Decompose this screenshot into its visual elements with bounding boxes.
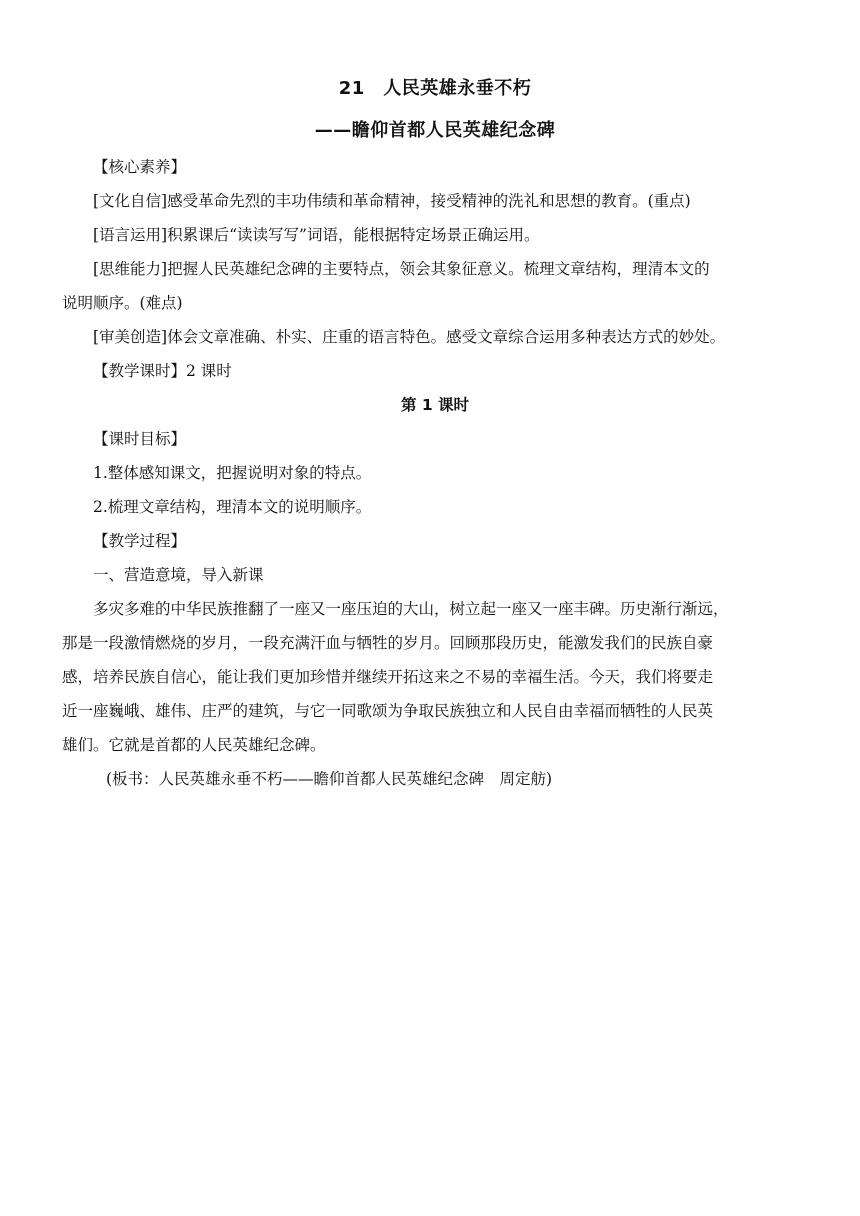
- step-1-heading: 一、营造意境，导入新课: [93, 566, 264, 584]
- language-use-item: [语言运用]积累课后“读读写写”词语，能根据特定场景正确运用。: [93, 226, 540, 244]
- core-literacy-heading: 【核心素养】: [93, 158, 187, 176]
- thinking-ability-item: [62, 252, 808, 320]
- intro-line: 感，培养民族自信心，能让我们更加珍惜并继续开拓这来之不易的幸福生活。今天，我们将要走: [62, 668, 714, 686]
- intro-line: 多灾多难的中华民族推翻了一座又一座压迫的大山，树立起一座又一座丰碑。历史渐行渐远，: [93, 600, 729, 618]
- culture-confidence-item: [文化自信]感受革命先烈的丰功伟绩和革命精神，接受精神的洗礼和思想的教育。(重点): [93, 192, 691, 210]
- objectives-heading: 【课时目标】: [93, 430, 187, 448]
- lesson-period-title: 第 1 课时: [400, 396, 470, 414]
- intro-paragraph: [62, 592, 808, 762]
- teaching-hours: 【教学课时】2 课时: [93, 362, 232, 380]
- lesson-subtitle: ——瞻仰首都人民英雄纪念碑: [314, 120, 556, 141]
- document-page: [62, 74, 808, 796]
- intro-line: 雄们。它就是首都的人民英雄纪念碑。: [62, 736, 326, 754]
- intro-line: 近一座巍峨、雄伟、庄严的建筑，与它一同歌颂为争取民族独立和人民自由幸福而牺牲的人民英: [62, 702, 714, 720]
- lesson-title: 21 人民英雄永垂不朽: [338, 78, 532, 99]
- thinking-ability-line-1: [思维能力]把握人民英雄纪念碑的主要特点，领会其象征意义。梳理文章结构，理清本文的: [93, 260, 710, 278]
- board-note: (板书：人民英雄永垂不朽——瞻仰首都人民英雄纪念碑 周定舫): [106, 770, 553, 788]
- objective-item-2: 2.梳理文章结构，理清本文的说明顺序。: [93, 498, 372, 516]
- intro-line: 那是一段激情燃烧的岁月，一段充满汗血与牺牲的岁月。回顾那段历史，能激发我们的民族自豪: [62, 634, 714, 652]
- aesthetic-creation-item: [审美创造]体会文章准确、朴实、庄重的语言特色。感受文章综合运用多种表达方式的妙处。: [93, 328, 726, 346]
- thinking-ability-line-2: 说明顺序。(难点): [62, 294, 183, 312]
- process-heading: 【教学过程】: [93, 532, 187, 550]
- objective-item-1: 1.整体感知课文，把握说明对象的特点。: [93, 464, 372, 482]
